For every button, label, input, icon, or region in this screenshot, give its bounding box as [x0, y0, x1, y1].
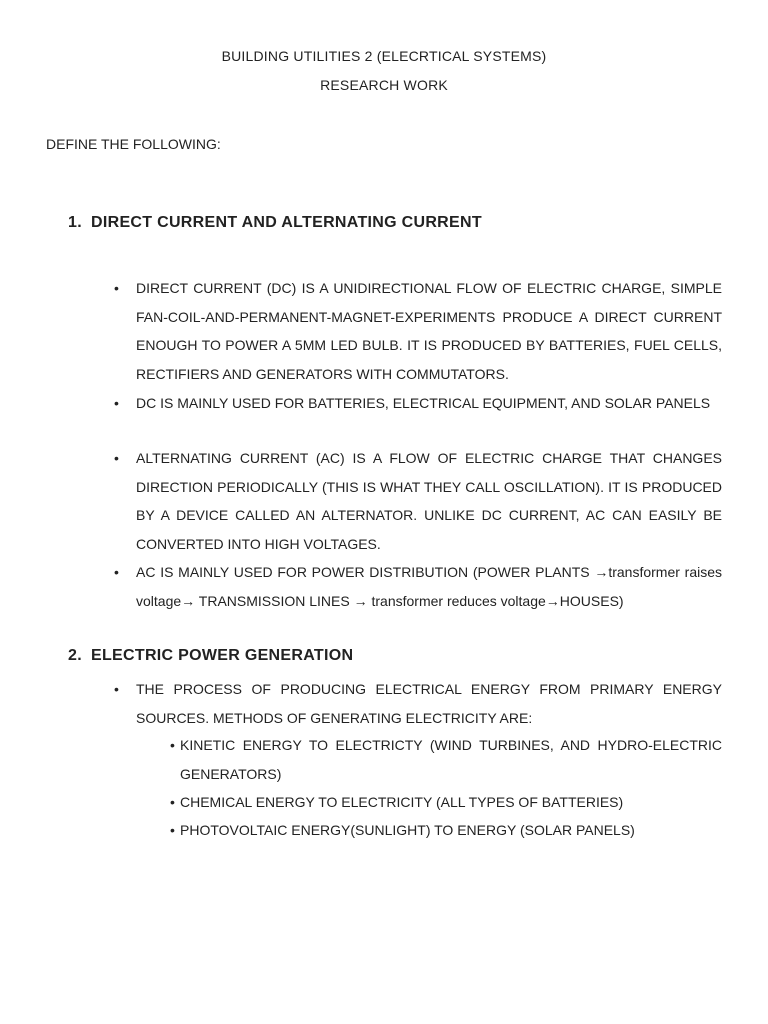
sub-list-item-text: PHOTOVOLTAIC ENERGY(SUNLIGHT) TO ENERGY (SOLAR PANELS): [180, 822, 635, 838]
section-heading-2: [68, 647, 353, 665]
document-subtitle: RESEARCH WORK: [320, 77, 448, 93]
list-item: [112, 274, 722, 388]
bullet-icon: •: [170, 822, 175, 838]
bullet-icon: •: [114, 564, 119, 580]
bullet-icon: •: [114, 681, 119, 697]
list-item-text: AC IS MAINLY USED FOR POWER DISTRIBUTION (POWER PLANTS →transformer raises voltage→ TRANSMISSION LINES → transformer reduces voltage→HOUSES): [136, 564, 722, 609]
bullet-icon: •: [114, 450, 119, 466]
list-item-text: THE PROCESS OF PRODUCING ELECTRICAL ENERGY FROM PRIMARY ENERGY SOURCES. METHODS OF GENERATING ELECTRICITY ARE:: [136, 681, 722, 726]
bullet-icon: •: [114, 395, 119, 411]
sub-list-item: [170, 731, 722, 788]
list-item: [112, 675, 722, 732]
section-heading-1: [68, 214, 482, 232]
section-number: 1.: [68, 214, 82, 231]
bullet-icon: •: [114, 280, 119, 296]
section-title: ELECTRIC POWER GENERATION: [91, 647, 354, 664]
sub-list-item-text: KINETIC ENERGY TO ELECTRICTY (WIND TURBINES, AND HYDRO-ELECTRIC GENERATORS): [180, 737, 722, 782]
list-item-text: ALTERNATING CURRENT (AC) IS A FLOW OF ELECTRIC CHARGE THAT CHANGES DIRECTION PERIODICALLY (THIS IS WHAT THEY CALL OSCILLATION). IT IS PRODUCED BY A DEVICE CALLED AN ALTERNATOR. UNLIKE DC CURRENT, AC CAN EASILY BE CONVERTED INTO HIGH VOLTAGES.: [136, 450, 722, 552]
section-title: DIRECT CURRENT AND ALTERNATING CURRENT: [91, 214, 482, 231]
list-item-text: DIRECT CURRENT (DC) IS A UNIDIRECTIONAL FLOW OF ELECTRIC CHARGE, SIMPLE FAN-COIL-AND-PERMANENT-MAGNET-EXPERIMENTS PRODUCE A DIRECT CURRENT ENOUGH TO POWER A 5MM LED BULB. IT IS PRODUCED BY BATTERIES, FUEL CELLS, RECTIFIERS AND GENERATORS WITH COMMUTATORS.: [136, 280, 722, 382]
bullet-icon: •: [170, 737, 175, 753]
bullet-icon: •: [170, 794, 175, 810]
sub-list-item-text: CHEMICAL ENERGY TO ELECTRICITY (ALL TYPES OF BATTERIES): [180, 794, 624, 810]
section-number: 2.: [68, 647, 82, 664]
list-item-text: DC IS MAINLY USED FOR BATTERIES, ELECTRICAL EQUIPMENT, AND SOLAR PANELS: [136, 395, 711, 411]
list-item: [112, 558, 722, 615]
sub-list-item: [170, 816, 722, 845]
list-item: [112, 389, 722, 418]
document-title: BUILDING UTILITIES 2 (ELECRTICAL SYSTEMS): [221, 48, 547, 64]
sub-list-item: [170, 788, 722, 817]
intro-instruction: DEFINE THE FOLLOWING:: [46, 136, 221, 152]
list-item: [112, 444, 722, 558]
